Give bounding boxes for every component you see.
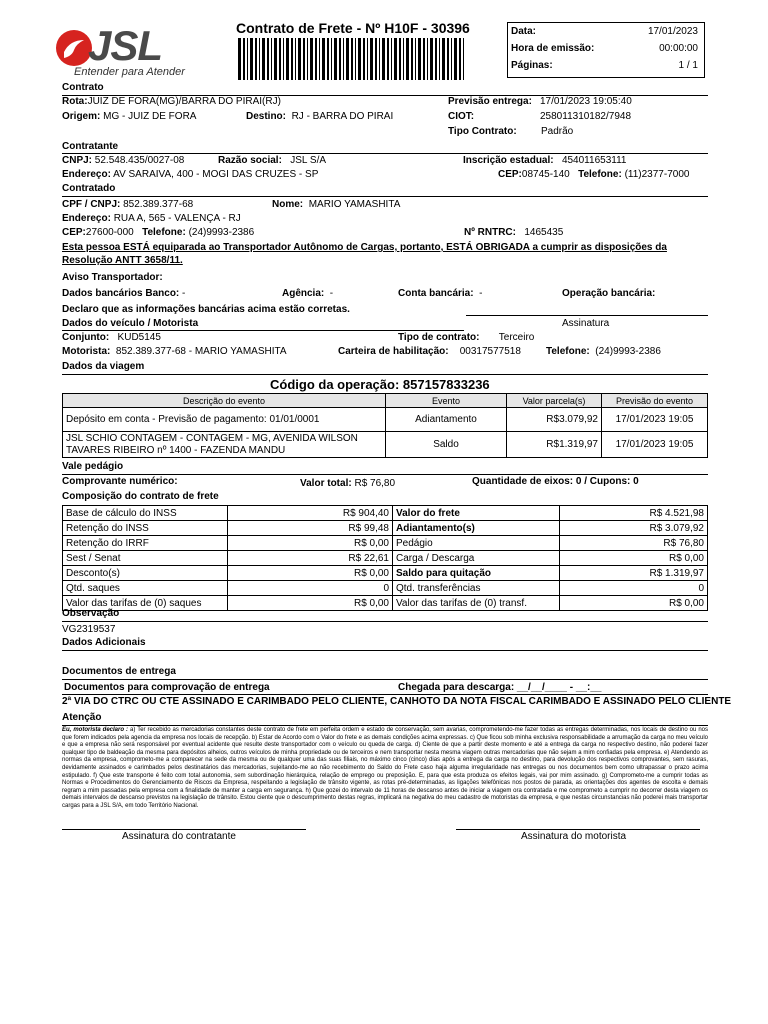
comp-left-label: Retenção do IRRF bbox=[63, 536, 228, 551]
ciot-label: CIOT: bbox=[448, 111, 475, 122]
segunda-via: 2ª VIA DO CTRC OU CTE ASSINADO E CARIMBADO PELO CLIENTE, CANHOTO DA NOTA FISCAL CARIMBADO E ASSINADO PELO CLIENTE bbox=[62, 696, 732, 707]
comp-left-value: R$ 0,00 bbox=[228, 566, 393, 581]
contratante-ie: Inscrição estadual: 454011653111 bbox=[463, 155, 627, 166]
evento-previsao: 17/01/2023 19:05 bbox=[602, 408, 708, 432]
comp-right-label: Valor das tarifas de (0) transf. bbox=[393, 596, 560, 611]
codigo-operacao: Código da operação: 857157833236 bbox=[270, 377, 490, 392]
hora-value: 00:00:00 bbox=[659, 43, 698, 54]
assinatura-motorista: Assinatura do motorista bbox=[521, 831, 627, 842]
motorista-telefone: Telefone: (24)9993-2386 bbox=[546, 346, 661, 357]
evento-previsao: 17/01/2023 19:05 bbox=[602, 432, 708, 458]
comprovante-label: Comprovante numérico: bbox=[62, 476, 178, 487]
banco: Dados bancários Banco: - bbox=[62, 288, 186, 299]
comp-left-value: R$ 904,40 bbox=[228, 506, 393, 521]
table-row bbox=[63, 566, 708, 581]
section-viagem: Dados da viagem bbox=[62, 361, 145, 372]
pedagio-valor: Valor total: R$ 76,80 bbox=[300, 478, 396, 489]
section-composicao: Composição do contrato de frete bbox=[62, 491, 219, 502]
comp-right-value: R$ 1.319,97 bbox=[560, 566, 708, 581]
comp-right-label: Saldo para quitação bbox=[393, 566, 560, 581]
paginas-label: Páginas: bbox=[511, 60, 553, 71]
comp-left-value: 0 bbox=[228, 581, 393, 596]
declaracao-motorista: Eu, motorista declaro : a) Ter recebido as mercadorias constantes deste contrato de frete em perfeita ordem e estado de conservação, sem avarias, comprometendo-me fazer todas as entregas determinadas, nos locais de destino ou nos que forem indicados pela agencia da empresa nos locais de recepção. b) Estar de Acordo com o Valor do frete e as demais condições acima expressas. c) Que ficou sob minha exclusiva responsabilidade a arrumação da carga no meu veículo e que a empresa não será responsável por eventual acidente que resulte deste transportador com o veículo ou queda de carga. d) Ciente de que a partir deste momento e até a entrega da carga no respectivo destino, não poderei fazer qualquer tipo de baldeação da mesma para depósitos alheios, outros veículos de minha propriedade ou de terceiros e nem transportar nesta mesma viagem outras mercadorias que não sejam a mim confiadas pela empresa. e) Atendendo as normas da empresa, comprometo-me a comparecer na sede da mesma ou de qualquer uma das suas filiais, no máximo cinco (cinco) dias após a entrega da carga no destino, para devolução dos respectivos comprovantes, sem rasuras, devidamente assinados e carimbados pelos destinatários das mercadorias, sujeitando-me ao não recebimento do Saldo do Frete caso haja alguma irregularidade nas entregas ou nos documentos bem como ultrapassar o prazo acima estipulado. f) Que este transporte é feito com total autonomia, sem subordinação hierárquica, relação de emprego ou preposição. E, para que esta produza os efeitos legais, vai por mim assinado. g) Comprometo-me a cumprir todas as Normas e Procedimentos do Gerenciamento de Riscos da Empresa, respeitando a legislação de trânsito vigente, as rotas pré-determinadas, as ligações telefônicas nos postos de parada, as orientações dos agentes de escolta e demais regram a mim passadas pela empresa com a finalidade de manter a carga em segurança. h) Que gozei do intervalo de 11 horas de descanso antes de iniciar a viagem ora contratada e me comprometo a cumprir no decorrer desta viagem os demais intervalos de descanso previstos na legislação de trânsito. Estou ciente que o descumprimento destas regras, implicará na negativa do meu cadastro de motoristas da empresa, e que nestas circunstancias não poderei mais transportar cargas para a JSL S/A, em todo Território Nacional. bbox=[62, 727, 709, 809]
contratante-cep: CEP:08745-140 Telefone: (11)2377-7000 bbox=[498, 169, 690, 180]
table-row bbox=[63, 551, 708, 566]
comp-left-value: R$ 0,00 bbox=[228, 596, 393, 611]
composicao-table bbox=[62, 505, 708, 611]
section-contrato: Contrato bbox=[62, 82, 104, 93]
section-atencao: Atenção bbox=[62, 712, 102, 723]
destino: Destino: RJ - BARRA DO PIRAI bbox=[246, 111, 394, 122]
previsao-value: 17/01/2023 19:05:40 bbox=[540, 96, 632, 107]
comp-left-value: R$ 22,61 bbox=[228, 551, 393, 566]
table-row bbox=[63, 581, 708, 596]
aviso-transportador: Aviso Transportador: bbox=[62, 272, 163, 283]
equiparacao-line1: Esta pessoa ESTÁ equiparada ao Transportador Autônomo de Cargas, portanto, ESTÁ OBRIGADA a cumprir as disposições da bbox=[62, 242, 667, 253]
tipo-de-contrato: Tipo de contrato: Terceiro bbox=[398, 332, 535, 343]
data-label: Data: bbox=[511, 26, 537, 37]
page-title: Contrato de Frete - Nº H10F - 30396 bbox=[236, 20, 470, 36]
table-row bbox=[63, 521, 708, 536]
comp-right-value: R$ 0,00 bbox=[560, 596, 708, 611]
comp-right-value: R$ 76,80 bbox=[560, 536, 708, 551]
tipo-contrato-label: Tipo Contrato: bbox=[448, 126, 517, 137]
ciot-value: 258011310182/7948 bbox=[540, 111, 632, 122]
previsao-label: Previsão entrega: bbox=[448, 96, 532, 107]
evento-valor: R$1.319,97 bbox=[507, 432, 602, 458]
motorista: Motorista: 852.389.377-68 - MARIO YAMASHITA bbox=[62, 346, 287, 357]
comp-right-value: R$ 3.079,92 bbox=[560, 521, 708, 536]
evento-descricao: Depósito em conta - Previsão de pagamento: 01/01/0001 bbox=[63, 408, 386, 432]
contratado-cpf: CPF / CNPJ: 852.389.377-68 bbox=[62, 199, 194, 210]
comp-right-label: Adiantamento(s) bbox=[393, 521, 560, 536]
comp-left-value: R$ 0,00 bbox=[228, 536, 393, 551]
brand-slogan: Entender para Atender bbox=[74, 66, 185, 78]
rota: Rota:JUIZ DE FORA(MG)/BARRA DO PIRAI(RJ) bbox=[62, 96, 281, 107]
evento-descricao: JSL SCHIO CONTAGEM - CONTAGEM - MG, AVENIDA WILSON TAVARES RIBEIRO nº 1400 - FAZENDA MANDU bbox=[63, 432, 386, 458]
section-pedagio: Vale pedágio bbox=[62, 461, 124, 472]
evento-tipo: Saldo bbox=[386, 432, 507, 458]
contratado-rntrc: Nº RNTRC: 1465435 bbox=[464, 227, 564, 238]
contratante-razao: Razão social: JSL S/A bbox=[218, 155, 327, 166]
comp-right-label: Carga / Descarga bbox=[393, 551, 560, 566]
comp-right-label: Pedágio bbox=[393, 536, 560, 551]
conta: Conta bancária: - bbox=[398, 288, 483, 299]
docs-comprovacao: Documentos para comprovação de entrega bbox=[64, 682, 270, 693]
operacao-bancaria: Operação bancária: bbox=[562, 288, 656, 299]
assinatura-label: Assinatura bbox=[562, 318, 610, 329]
tipo-contrato-value: Padrão bbox=[541, 126, 574, 137]
table-row bbox=[63, 432, 708, 458]
jsl-logo-icon bbox=[56, 30, 92, 66]
col-descricao: Descrição do evento bbox=[63, 394, 386, 408]
contratado-cep: CEP:27600-000 Telefone: (24)9993-2386 bbox=[62, 227, 255, 238]
comp-right-label: Qtd. transferências bbox=[393, 581, 560, 596]
comp-left-label: Valor das tarifas de (0) saques bbox=[63, 596, 228, 611]
section-contratado: Contratado bbox=[62, 183, 116, 194]
comp-left-value: R$ 99,48 bbox=[228, 521, 393, 536]
comp-right-value: R$ 0,00 bbox=[560, 551, 708, 566]
cnh: Carteira de habilitação: 00317577518 bbox=[338, 346, 521, 357]
comp-left-label: Retenção do INSS bbox=[63, 521, 228, 536]
equiparacao-line2: Resolução ANTT 3658/11. bbox=[62, 255, 183, 266]
col-evento: Evento bbox=[386, 394, 507, 408]
section-observacao: Observação bbox=[62, 608, 120, 619]
contratante-cnpj: CNPJ: 52.548.435/0027-08 bbox=[62, 155, 185, 166]
comp-left-label: Qtd. saques bbox=[63, 581, 228, 596]
table-row bbox=[63, 408, 708, 432]
dados-adicionais: Dados Adicionais bbox=[62, 637, 146, 648]
barcode bbox=[238, 38, 466, 80]
evento-tipo: Adiantamento bbox=[386, 408, 507, 432]
contratante-endereco: Endereço: AV SARAIVA, 400 - MOGI DAS CRUZES - SP bbox=[62, 169, 319, 180]
hora-label: Hora de emissão: bbox=[511, 43, 595, 54]
paginas-value: 1 / 1 bbox=[678, 60, 698, 71]
contratado-nome: Nome: MARIO YAMASHITA bbox=[272, 199, 401, 210]
info-box bbox=[507, 22, 705, 78]
chegada-descarga: Chegada para descarga: __/__/____ - __:__ bbox=[398, 682, 602, 693]
col-previsao: Previsão do evento bbox=[602, 394, 708, 408]
comp-right-value: R$ 4.521,98 bbox=[560, 506, 708, 521]
conjunto: Conjunto: KUD5145 bbox=[62, 332, 161, 343]
jsl-swoosh-icon bbox=[56, 30, 92, 66]
comp-right-value: 0 bbox=[560, 581, 708, 596]
assinatura-contratante: Assinatura do contratante bbox=[122, 831, 236, 842]
contratado-endereco: Endereço: RUA A, 565 - VALENÇA - RJ bbox=[62, 213, 241, 224]
table-row bbox=[63, 506, 708, 521]
brand-logo: JSL bbox=[88, 22, 163, 69]
table-row bbox=[63, 536, 708, 551]
declaro-bancario: Declaro que as informações bancárias acima estão corretas. bbox=[62, 304, 350, 315]
comp-left-label: Desconto(s) bbox=[63, 566, 228, 581]
section-veiculo: Dados do veículo / Motorista bbox=[62, 318, 199, 329]
col-valor: Valor parcela(s) bbox=[507, 394, 602, 408]
agencia: Agência: - bbox=[282, 288, 334, 299]
comp-left-label: Base de cálculo do INSS bbox=[63, 506, 228, 521]
eixos-cupons: Quantidade de eixos: 0 / Cupons: 0 bbox=[472, 476, 639, 487]
comp-left-label: Sest / Senat bbox=[63, 551, 228, 566]
observacao-value: VG2319537 bbox=[62, 624, 116, 635]
section-contratante: Contratante bbox=[62, 141, 119, 152]
evento-valor: R$3.079,92 bbox=[507, 408, 602, 432]
origem: Origem: MG - JUIZ DE FORA bbox=[62, 111, 197, 122]
table-row bbox=[63, 596, 708, 611]
section-entrega: Documentos de entrega bbox=[62, 666, 176, 677]
data-value: 17/01/2023 bbox=[647, 26, 698, 37]
comp-right-label: Valor do frete bbox=[393, 506, 560, 521]
eventos-table bbox=[62, 393, 708, 458]
